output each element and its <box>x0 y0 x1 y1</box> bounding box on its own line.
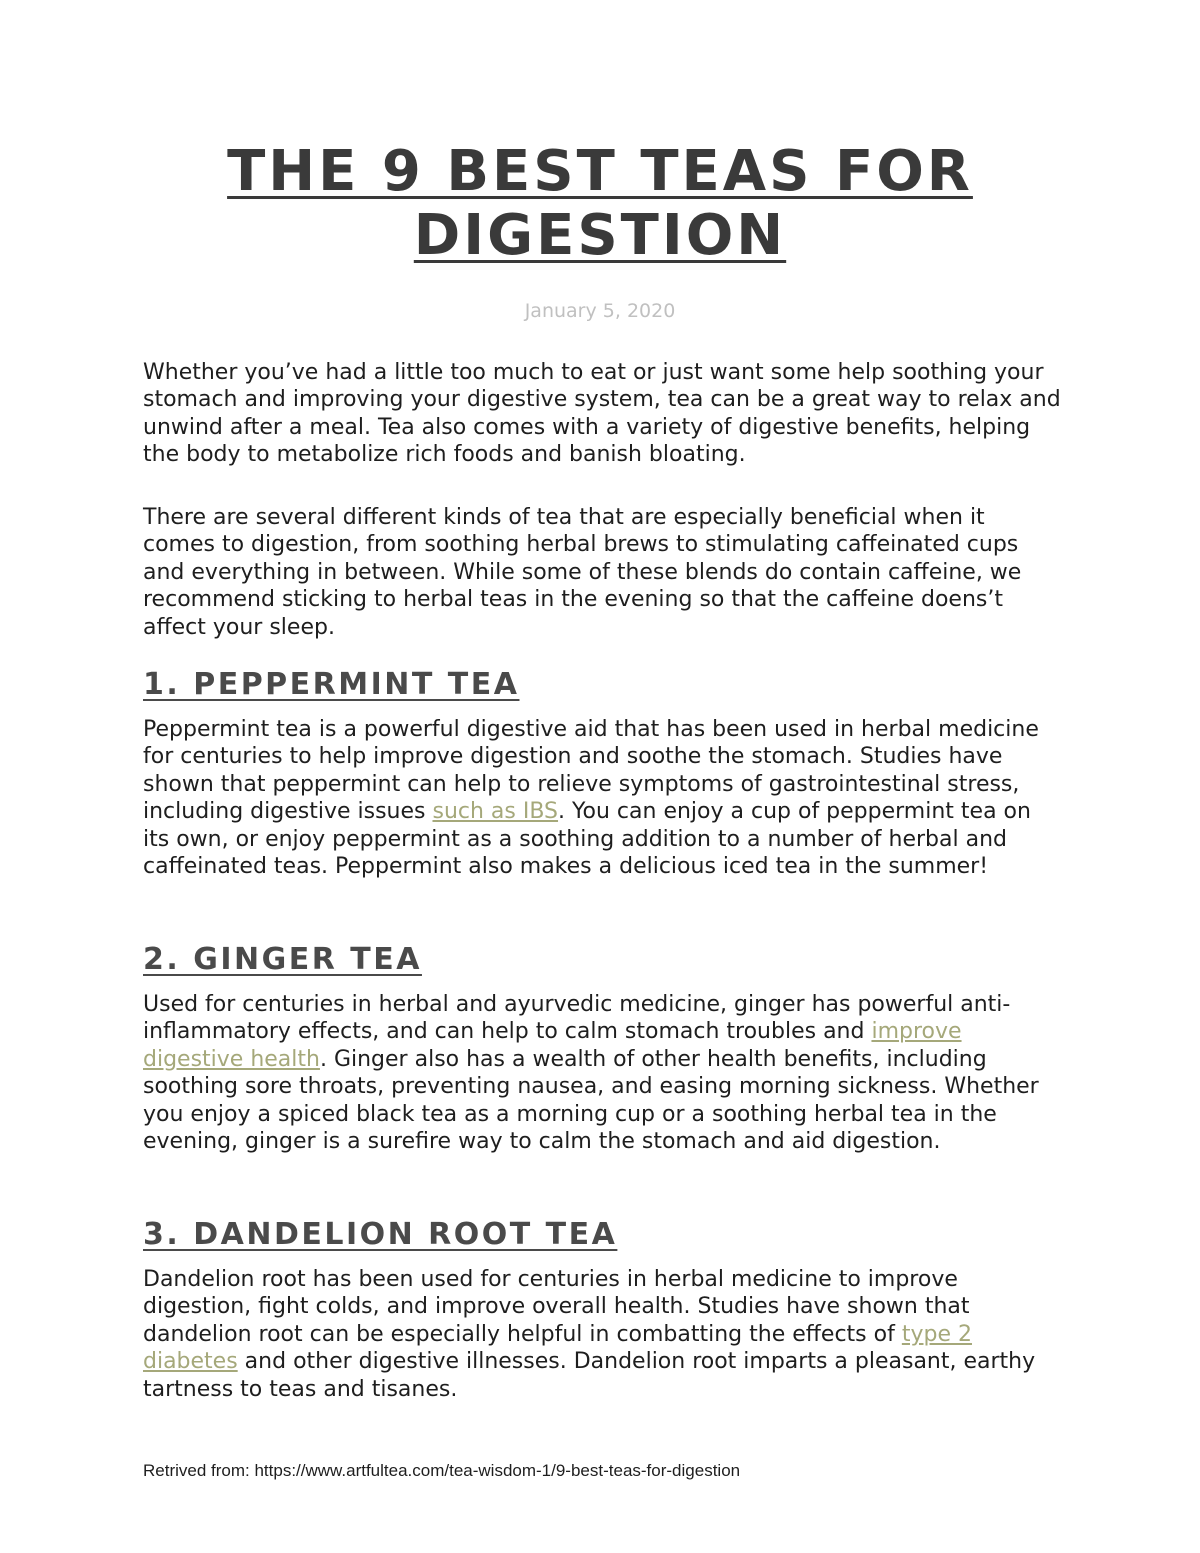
section-paragraph-peppermint <box>143 716 1063 880</box>
section-heading-dandelion-text: 3. DANDELION ROOT TEA <box>143 1217 618 1252</box>
section-heading-ginger-text: 2. GINGER TEA <box>143 942 422 977</box>
page-title-line-2: DIGESTION <box>413 203 787 268</box>
paragraph-text: Used for centuries in herbal and ayurvedic medicine, ginger has powerful anti-inflammatory effects, and can help to calm stomach troubles and <box>143 992 1011 1045</box>
paragraph-text: . Ginger also has a wealth of other health benefits, including soothing sore throats, preventing nausea, and easing morning sickness. Whether you enjoy a spiced black tea as a morning cup or a soothing herbal tea in the evening, ginger is a surefire way to calm the stomach and aid digestion. <box>143 1046 1039 1155</box>
section-paragraph-ginger <box>143 991 1063 1155</box>
link-such-as-ibs[interactable]: such as IBS <box>432 799 559 825</box>
page-title-line-1: THE 9 BEST TEAS FOR <box>227 139 973 204</box>
section-heading-peppermint-text: 1. PEPPERMINT TEA <box>143 667 520 702</box>
paragraph-text: . You can enjoy a cup of peppermint tea on its own, or enjoy peppermint as a soothing addition to a number of herbal and caffeinated teas. Peppermint also makes a delicious iced tea in the summer! <box>143 799 1031 880</box>
link-improve-digestive-health[interactable]: improve digestive health <box>143 1019 962 1072</box>
intro-paragraph-1: Whether you’ve had a little too much to eat or just want some help soothing your stomach and improving your digestive system, tea can be a great way to relax and unwind after a meal. Tea also comes with a variety of digestive benefits, helping the body to metabolize rich foods and banish bloating. <box>143 360 1061 468</box>
paragraph-text: Peppermint tea is a powerful digestive aid that has been used in herbal medicine for centuries to help improve digestion and soothe the stomach. Studies have shown that peppermint can help to relieve symptoms of gastrointestinal stress, including digestive issues <box>143 717 1039 825</box>
section-heading-dandelion <box>143 1217 617 1253</box>
section-heading-ginger <box>143 942 422 978</box>
section-heading-peppermint <box>143 667 519 703</box>
intro-paragraph-2: There are several different kinds of tea that are especially beneficial when it comes to digestion, from soothing herbal brews to stimulating caffeinated cups and everything in between. While some of these blends do contain caffeine, we recommend sticking to herbal teas in the evening so that the caffeine doens’t affect your sleep. <box>143 505 1022 640</box>
section-paragraph-dandelion <box>143 1266 1063 1403</box>
paragraph-text: Dandelion root has been used for centuries in herbal medicine to improve digestion, fight colds, and improve overall health. Studies have shown that dandelion root can be especially helpful in combatting the effects of <box>143 1267 970 1347</box>
link-type-2-diabetes[interactable]: type 2 diabetes <box>143 1321 972 1375</box>
source-footer: Retrived from: https://www.artfultea.com/tea-wisdom-1/9-best-teas-for-digestion <box>143 1461 741 1480</box>
paragraph-text: and other digestive illnesses. Dandelion root imparts a pleasant, earthy tartness to teas and tisanes. <box>143 1349 1036 1402</box>
page-title <box>0 140 1200 268</box>
publish-date: January 5, 2020 <box>524 300 676 322</box>
